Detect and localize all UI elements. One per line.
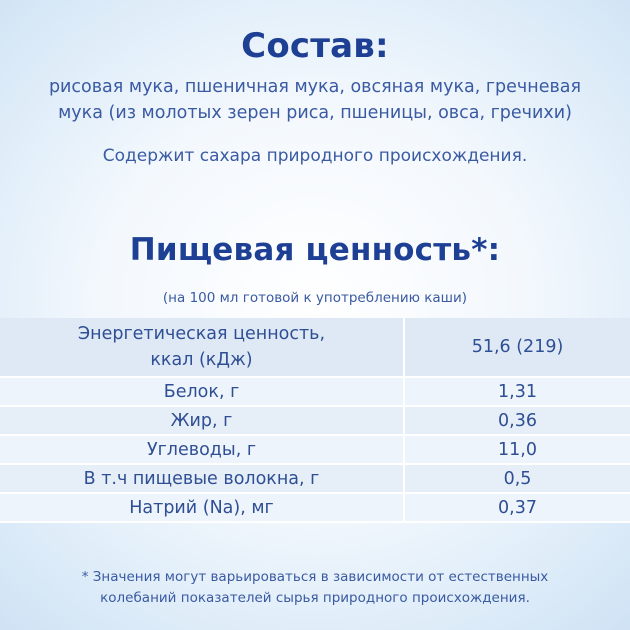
ingredients-line-1: рисовая мука, пшеничная мука, овсяная мука, гречневая: [48, 77, 582, 97]
table-cell-value: 0,36: [498, 410, 537, 431]
table-cell-value: 0,37: [498, 497, 537, 518]
table-row-sodium: [0, 494, 630, 523]
table-row-protein: [0, 378, 630, 407]
footnote-line-2: колебаний показателей сырья природного происхождения.: [100, 590, 530, 606]
table-cell-value: 11,0: [498, 439, 537, 460]
table-cell-label: Белок, г: [0, 378, 405, 405]
ingredients-line-2: мука (из молотых зерен риса, пшеницы, овса, гречихи): [58, 103, 572, 123]
nutrition-subtitle: (на 100 мл готовой к употреблению каши): [162, 290, 468, 306]
energy-label-line-2: ккал (кДж): [150, 350, 253, 370]
composition-title: Состав:: [241, 26, 389, 66]
sugar-note: Содержит сахара природного происхождения.: [102, 146, 528, 166]
table-row-carbs: [0, 436, 630, 465]
energy-label-line-1: Энергетическая ценность,: [77, 324, 326, 344]
footnote-line-1: * Значения могут варьироваться в зависимости от естественных: [81, 569, 549, 585]
nutrition-title: Пищевая ценность*:: [129, 232, 501, 268]
ingredients-text: [0, 74, 630, 126]
footnote: [0, 567, 630, 609]
table-cell-label: Натрий (Na), мг: [0, 494, 405, 521]
table-cell-label: В т.ч пищевые волокна, г: [0, 465, 405, 492]
nutrition-table: [0, 318, 630, 523]
table-cell-label: Углеводы, г: [0, 436, 405, 463]
table-cell-value: 1,31: [498, 381, 537, 402]
table-cell-value: 51,6 (219): [471, 337, 564, 357]
table-row-fiber: [0, 465, 630, 494]
table-row-energy: [0, 318, 630, 378]
table-cell-label: [0, 318, 405, 376]
table-row-fat: [0, 407, 630, 436]
table-cell-value: 0,5: [503, 468, 532, 489]
table-cell-label: Жир, г: [0, 407, 405, 434]
